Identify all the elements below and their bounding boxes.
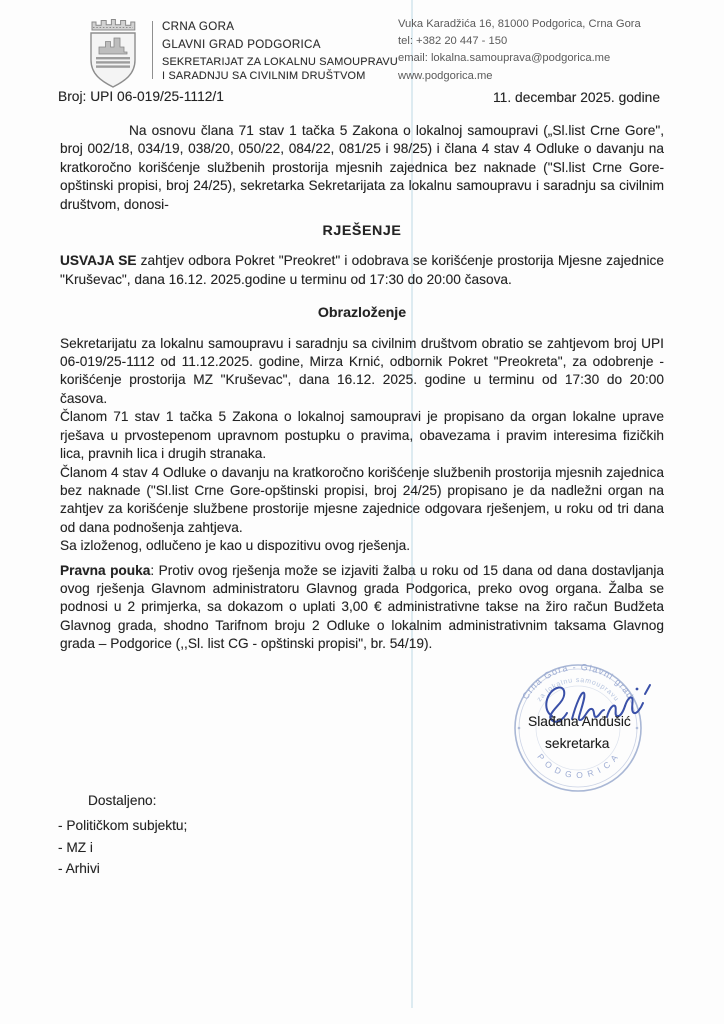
legal-remedy-paragraph — [60, 562, 664, 654]
stamp-arc-top-text: Crna Gora - Glavni grad — [520, 661, 636, 702]
signer-name: Slađana Anđušić — [528, 714, 631, 729]
explanation-paragraph-3: Članom 4 stav 4 Odluke o davanju na kratkoročno korišćenje službenih prostorija mjesnih zajednica bez naknade ("Sl.list Crne Gore-opštinski propisi, broj 24/25) propisano je da nadležni organ na zahtjev za korišćenje službene prostorije mjesne zajednice odgovara rješenjem, u roku od tri dana od dana podnošenja zahtjeva. — [60, 464, 664, 535]
document-body — [60, 122, 664, 654]
stamp-arc-bottom-text: P O D G O R I C A — [535, 751, 621, 781]
issuer-department-line2: I SARADNJU SA CIVILNIM DRUŠTVOM — [162, 69, 366, 82]
stamp-arc-inner-text: za lokalnu samoupravu — [536, 676, 620, 704]
issuer-block — [162, 20, 398, 82]
contact-phone: tel: +382 20 447 - 150 — [398, 35, 508, 48]
decision-heading: RJEŠENJE — [322, 223, 402, 240]
issuer-country: CRNA GORA — [162, 20, 235, 33]
document-number: Broj: UPI 06-019/25-1112/1 — [58, 89, 224, 104]
explanation-paragraph-1: Sekretarijatu za lokalnu samoupravu i saradnju sa civilnim društvom obratio se zahtjevom broj UPI 06-019/25-1112 od 11.12.2025. godine, Mirza Krnić, odbornik Pokret "Preokreta", za odobrenje - korišćenje prostorija MZ "Kruševac", dana 16.12. 2025. godine u terminu od 17:30 do 20:00 časova. — [60, 335, 664, 406]
svg-text:P O D G O R I C A — [535, 752, 620, 780]
issuer-city: GLAVNI GRAD PODGORICA — [162, 38, 321, 51]
delivered-to-item: - Arhivi — [58, 861, 100, 876]
decision-paragraph — [60, 252, 664, 289]
delivered-to-item: - Političkom subjektu; — [58, 818, 188, 833]
contact-address: Vuka Karadžića 16, 81000 Podgorica, Crna Gora — [398, 18, 641, 30]
signer-title: sekretarka — [545, 736, 610, 751]
intro-paragraph: Na osnovu člana 71 stav 1 tačka 5 Zakona o lokalnoj samoupravi („Sl.list Crne Gore", broj 002/18, 034/19, 038/20, 050/22, 084/22, 081/25 i 98/25) i člana 4 stav 4 Odluke o davanju na kratkoročno korišćenje službenih prostorija mjesnih zajednica bez naknade ("Sl.list Crne Gore-opštinski propisi, broj 24/25), sekretarka Sekretarijata za lokalnu samoupravu i saradnju sa civilnim društvom, donosi- — [60, 123, 664, 212]
decision-text: zahtjev odbora Pokret "Preokret" i odobrava se korišćenje prostorija Mjesne zajednice "Kruševac", dana 16.12. 2025.godine u terminu od 17:30 do 20:00 časova. — [60, 253, 664, 287]
decision-lead: USVAJA SE — [60, 253, 137, 269]
issuer-department-line1: SEKRETARIJAT ZA LOKALNU SAMOUPRAVU — [162, 56, 398, 68]
legal-remedy-lead: Pravna pouka — [60, 562, 151, 578]
header-divider — [152, 21, 153, 79]
delivered-to-item: - MZ i — [58, 839, 93, 855]
contact-website: www.podgorica.me — [398, 69, 493, 82]
explanation-paragraph-2: Članom 71 stav 1 tačka 5 Zakona o lokalnoj samoupravi je propisano da organ lokalne uprave rješava u prvostepenom upravnom postupku o pravima, obavezama i pravim interesima fizičkih lica, pravnih lica i drugih stranaka. — [60, 409, 664, 462]
explanation-paragraph-4: Sa izloženog, odlučeno je kao u dispozitivu ovog rješenja. — [60, 538, 411, 554]
legal-remedy-text: : Protiv ovog rješenja može se izjaviti žalba u roku od 15 dana od dana dostavljanja ovog rješenja Glavnom administratoru Glavnog grada Podgorica, preko ovog organa. Žalba se podnosi u 2 primjerka, sa dokazom o uplati 3,00 € administrativne takse na žiro račun Budžeta Glavnog grada, shodno Tarifnom broju 2 Odluke o lokalnim administrativnim taksama Glavnog grada – Podgorice (,,Sl. list CG - opštinski propisi", br. 54/19). — [60, 562, 664, 652]
signature-block — [498, 648, 698, 818]
document-date: 11. decembar 2025. godine — [493, 90, 660, 105]
contact-block — [398, 16, 641, 85]
podgorica-coat-of-arms-icon — [84, 15, 142, 91]
delivered-to-section — [58, 793, 187, 880]
contact-email: email: lokalna.samouprava@podgorica.me — [398, 52, 611, 65]
delivered-to-label: Dostaljeno: — [88, 793, 157, 808]
explanation-heading: Obrazloženje — [317, 305, 407, 322]
